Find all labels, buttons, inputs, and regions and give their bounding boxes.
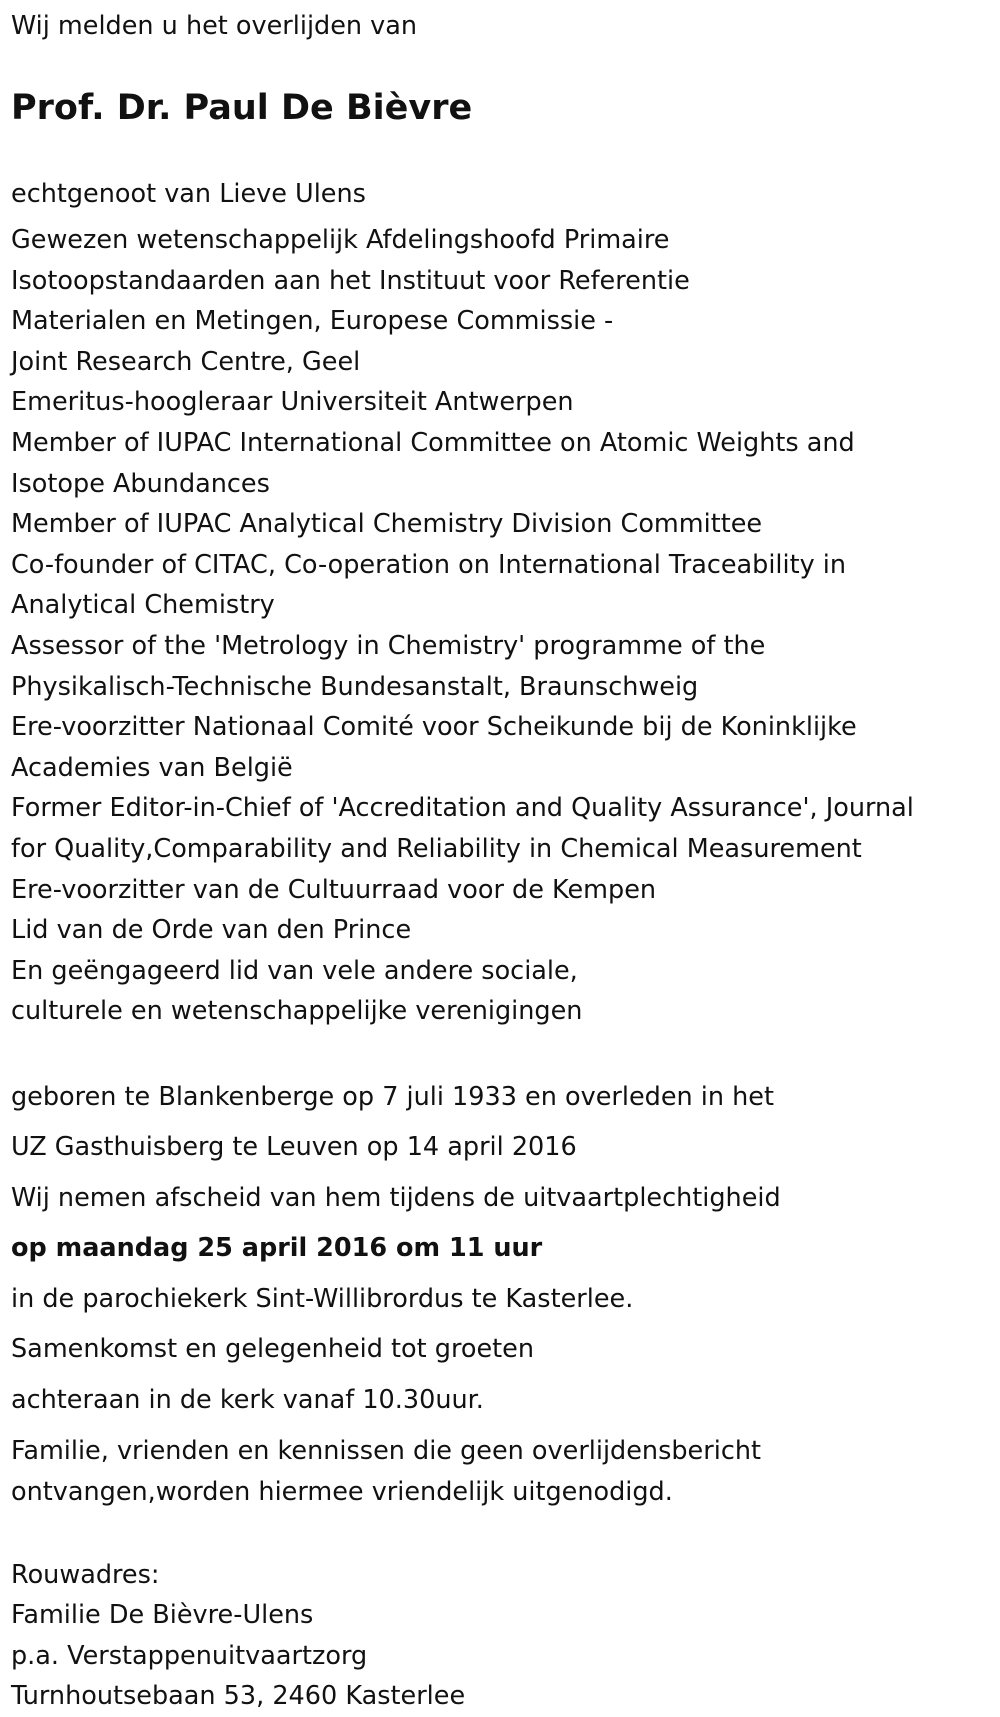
ceremony-details (11, 1072, 990, 1426)
title-line: Joint Research Centre, Geel (11, 346, 361, 377)
spouse-text: echtgenoot van Lieve Ulens (11, 179, 366, 209)
title-line: Isotoopstandaarden aan het Instituut voor Referentie (11, 265, 690, 296)
title-line: Co-founder of CITAC, Co-operation on International Traceability in (11, 549, 847, 580)
death-line: UZ Gasthuisberg te Leuven op 14 april 2016 (11, 1132, 577, 1163)
invitation-line: ontvangen,worden hiermee vriendelijk uitgenodigd. (11, 1476, 673, 1507)
title-line: En geëngageerd lid van vele andere sociale, (11, 955, 578, 986)
title-line: Former Editor-in-Chief of 'Accreditation and Quality Assurance', Journal (11, 793, 914, 824)
deceased-name: Prof. Dr. Paul De Bièvre (11, 88, 473, 128)
title-line: for Quality,Comparability and Reliability in Chemical Measurement (11, 833, 862, 864)
invitation (11, 1431, 990, 1512)
birth-line: geboren te Blankenberge op 7 juli 1933 en overleden in het (11, 1081, 774, 1112)
mourning-address (11, 1555, 990, 1717)
address-family: Familie De Bièvre-Ulens (11, 1600, 314, 1631)
address-care: p.a. Verstappenuitvaartzorg (11, 1640, 368, 1671)
title-line: culturele en wetenschappelijke verenigingen (11, 996, 583, 1027)
title-line: Ere-voorzitter van de Cultuurraad voor de Kempen (11, 874, 657, 905)
title-line: Gewezen wetenschappelijk Afdelingshoofd Primaire (11, 225, 670, 255)
gathering-line: Samenkomst en gelegenheid tot groeten (11, 1334, 535, 1365)
invitation-line: Familie, vrienden en kennissen die geen overlijdensbericht (11, 1436, 761, 1467)
farewell-line: Wij nemen afscheid van hem tijdens de uitvaartplechtigheid (11, 1182, 781, 1213)
ceremony-date: op maandag 25 april 2016 om 11 uur (11, 1233, 543, 1264)
title-line: Materialen en Metingen, Europese Commissie - (11, 306, 614, 337)
gathering-time-line: achteraan in de kerk vanaf 10.30uur. (11, 1384, 484, 1415)
church-line: in de parochiekerk Sint-Willibrordus te Kasterlee. (11, 1283, 634, 1314)
title-line: Assessor of the 'Metrology in Chemistry' programme of the (11, 630, 766, 661)
title-line: Academies van België (11, 752, 293, 783)
title-line: Lid van de Orde van den Prince (11, 915, 412, 946)
address-street: Turnhoutsebaan 53, 2460 Kasterlee (11, 1681, 466, 1712)
title-line: Physikalisch-Technische Bundesanstalt, Braunschweig (11, 671, 699, 702)
titles-list (11, 220, 990, 1032)
title-line: Analytical Chemistry (11, 590, 275, 621)
address-label: Rouwadres: (11, 1559, 160, 1590)
intro-text: Wij melden u het overlijden van (11, 11, 418, 41)
title-line: Isotope Abundances (11, 468, 270, 499)
title-line: Member of IUPAC Analytical Chemistry Division Committee (11, 509, 763, 540)
title-line: Emeritus-hoogleraar Universiteit Antwerpen (11, 387, 574, 418)
title-line: Member of IUPAC International Committee on Atomic Weights and (11, 427, 855, 458)
title-line: Ere-voorzitter Nationaal Comité voor Scheikunde bij de Koninklijke (11, 712, 857, 743)
